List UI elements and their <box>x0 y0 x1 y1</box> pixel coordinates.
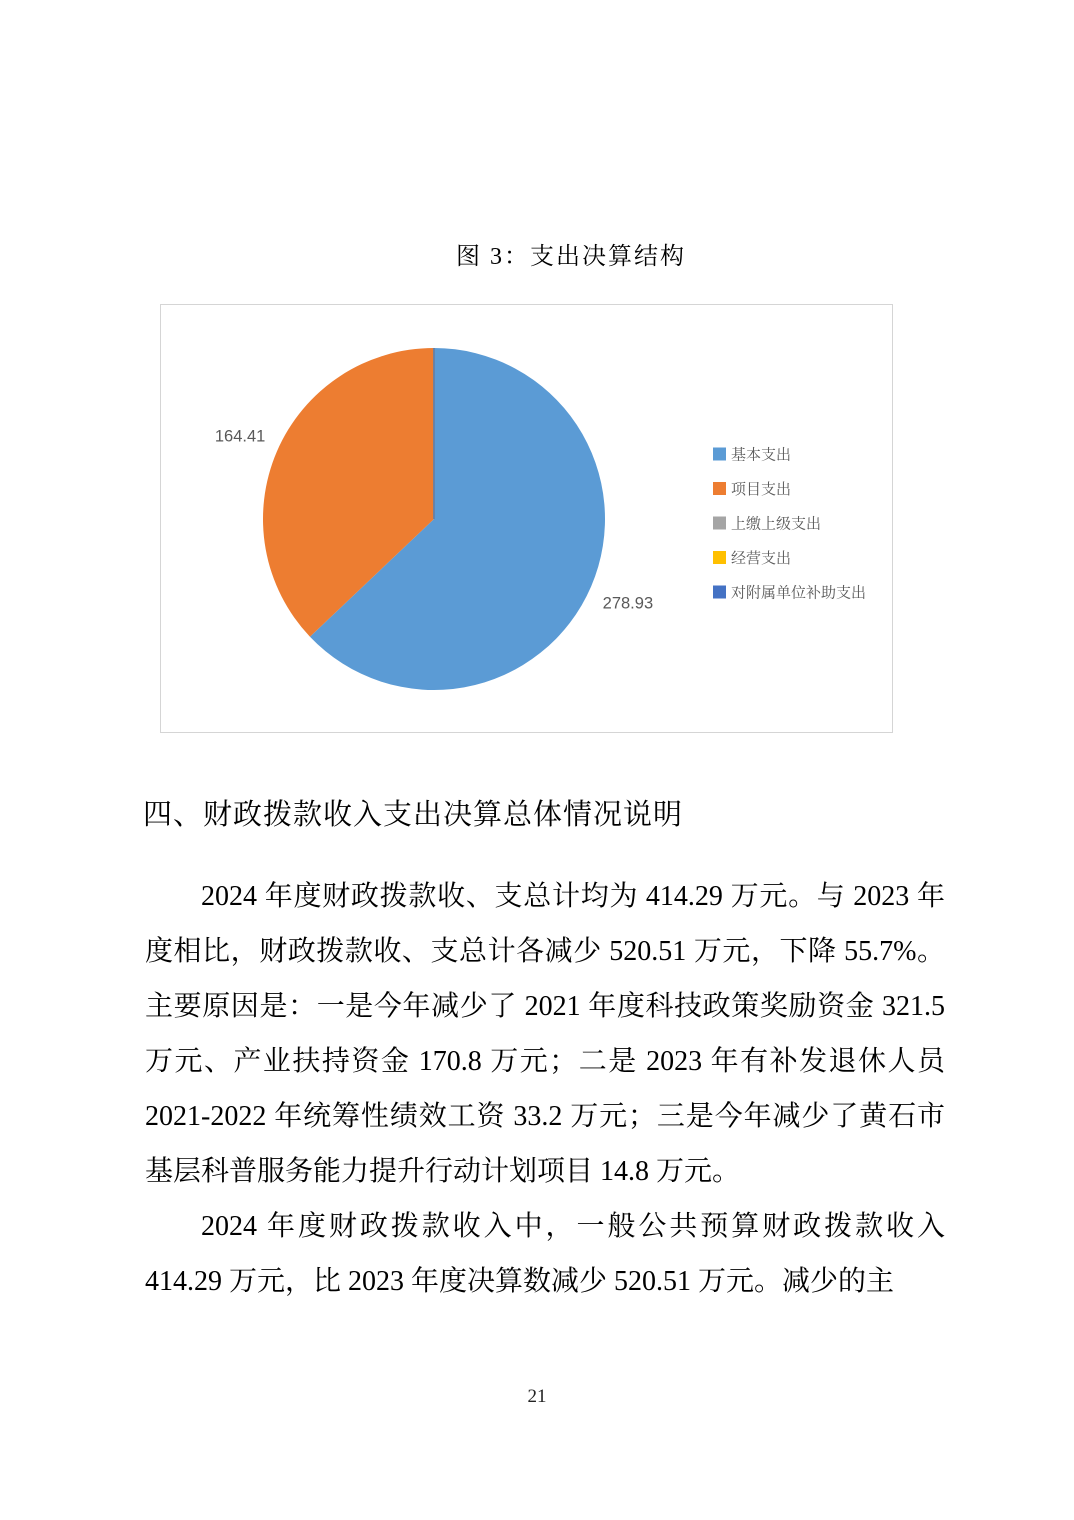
figure-title: 图 3：支出决算结构 <box>456 244 686 270</box>
paragraph: 2024 年度财政拨款收、支总计均为 414.29 万元。与 2023 年度相比，财政拨款收、支总计各减少 520.51 万元，下降 55.7%。主要原因是：一是今年减少了 2021 年度科技政策奖励资金 321.5 万元、产业扶持资金 170.8 万元；二是 2023 年有补发退休人员 2021-2022 年统筹性绩效工资 33.2 万元；三是今年减少了黄石市基层科普服务能力提升行动计划项目 14.8 万元。 <box>145 881 945 1187</box>
legend-label: 经营支出 <box>731 550 792 567</box>
legend-label: 上缴上级支出 <box>731 515 822 533</box>
pie-data-label: 164.41 <box>214 427 266 446</box>
legend-swatch <box>713 517 726 530</box>
pie-chart-panel <box>160 304 893 733</box>
legend-label: 基本支出 <box>731 446 792 464</box>
page-number: 21 <box>527 1386 547 1407</box>
legend-swatch <box>713 551 726 564</box>
legend-label: 项目支出 <box>731 481 792 498</box>
paragraph: 2024 年度财政拨款收入中，一般公共预算财政拨款收入 414.29 万元，比 2023 年度决算数减少 520.51 万元。减少的主 <box>145 1211 945 1297</box>
section-heading: 四、财政拨款收入支出决算总体情况说明 <box>143 799 684 831</box>
pie-data-label: 278.93 <box>602 594 654 613</box>
legend-label: 对附属单位补助支出 <box>731 584 867 602</box>
legend-swatch <box>713 448 726 461</box>
pie-chart <box>161 305 892 732</box>
legend-swatch <box>713 482 726 495</box>
legend-swatch <box>713 586 726 599</box>
body-text <box>145 869 945 1309</box>
